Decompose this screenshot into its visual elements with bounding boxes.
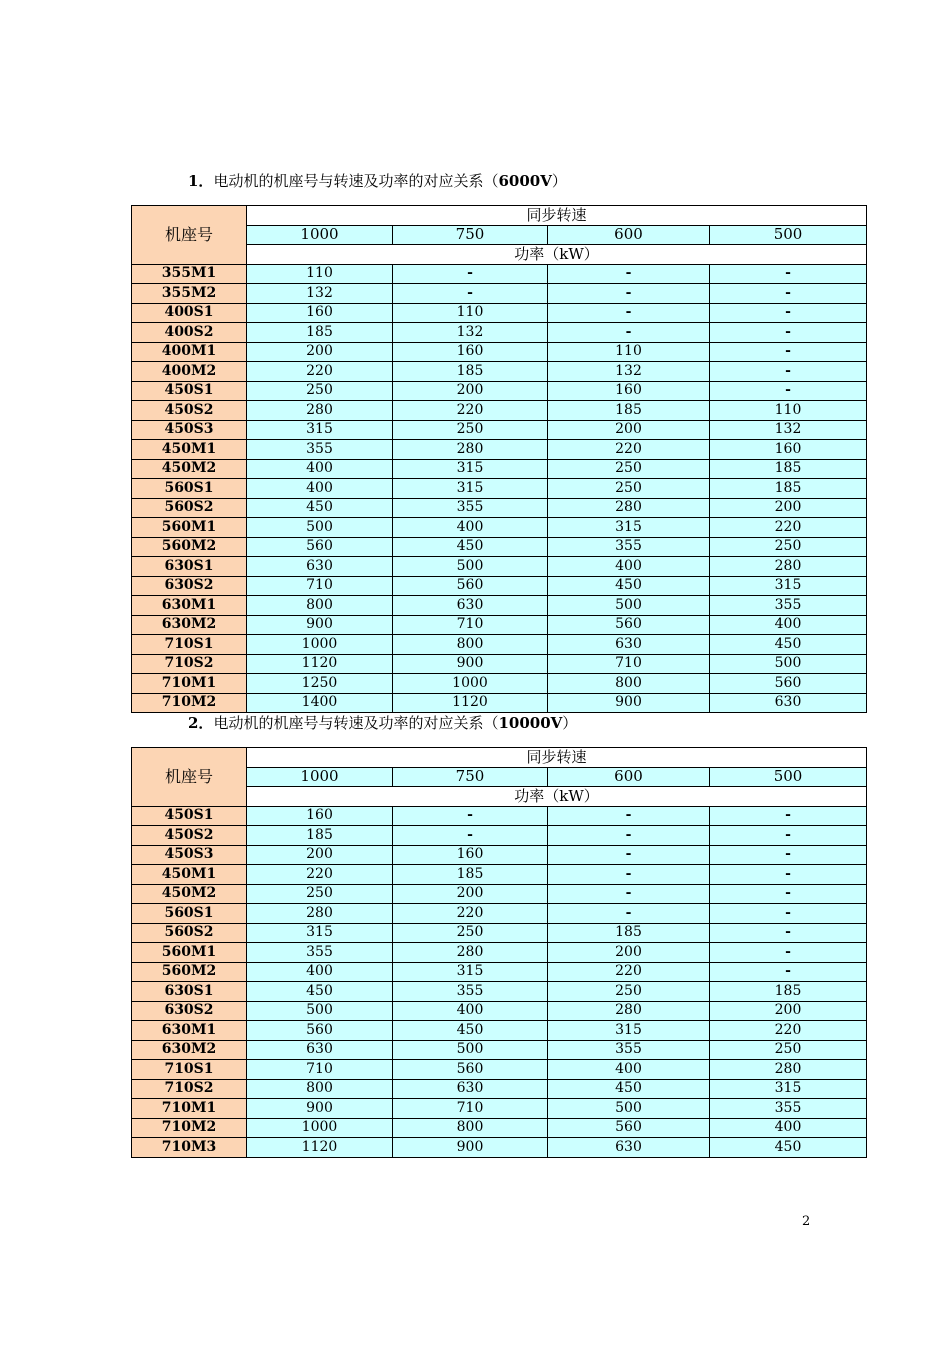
power-value-cell: 185: [710, 982, 867, 1002]
table-row: [132, 674, 867, 694]
frame-number-cell: 710S2: [132, 654, 247, 674]
power-value-cell: -: [548, 264, 710, 284]
frame-number-cell: 560S1: [132, 479, 247, 499]
frame-number-cell: 630S2: [132, 1001, 247, 1021]
power-value-cell: 355: [548, 1040, 710, 1060]
power-value-cell: 450: [710, 635, 867, 655]
power-value-cell: 560: [247, 537, 393, 557]
frame-number-cell: 710M2: [132, 1118, 247, 1138]
power-value-cell: 800: [247, 596, 393, 616]
power-value-cell: 400: [247, 479, 393, 499]
table-row: [132, 826, 867, 846]
frame-number-cell: 450S2: [132, 401, 247, 421]
power-value-cell: 250: [548, 982, 710, 1002]
power-value-cell: -: [710, 904, 867, 924]
table-row: [132, 1060, 867, 1080]
frame-number-cell: 710M1: [132, 1099, 247, 1119]
power-value-cell: 560: [247, 1021, 393, 1041]
power-value-cell: 132: [247, 284, 393, 304]
frame-number-cell: 450M2: [132, 459, 247, 479]
power-value-cell: 185: [710, 459, 867, 479]
table-row: [132, 1138, 867, 1158]
power-value-cell: 355: [247, 440, 393, 460]
speed-col-header: 1000: [247, 767, 393, 787]
power-value-cell: 630: [548, 1138, 710, 1158]
power-value-cell: 250: [548, 459, 710, 479]
frame-number-cell: 710M3: [132, 1138, 247, 1158]
table-row: [132, 1021, 867, 1041]
section-title-text: 电动机的机座号与转速及功率的对应关系（: [213, 172, 499, 190]
table-row: [132, 401, 867, 421]
speed-col-header: 750: [393, 225, 548, 245]
power-value-cell: 1000: [247, 1118, 393, 1138]
table-row: [132, 806, 867, 826]
frame-number-cell: 560M2: [132, 537, 247, 557]
table-row: [132, 982, 867, 1002]
motor-frame-table-10000v: [131, 747, 867, 1158]
power-value-cell: 400: [247, 962, 393, 982]
power-value-cell: -: [393, 806, 548, 826]
power-value-cell: 315: [393, 479, 548, 499]
sync-speed-header: 同步转速: [247, 206, 867, 226]
power-value-cell: 560: [548, 1118, 710, 1138]
frame-number-cell: 450S2: [132, 826, 247, 846]
power-value-cell: 900: [393, 1138, 548, 1158]
power-value-cell: 630: [393, 1079, 548, 1099]
power-value-cell: 710: [548, 654, 710, 674]
power-value-cell: -: [393, 284, 548, 304]
power-value-cell: -: [710, 865, 867, 885]
power-value-cell: 630: [247, 1040, 393, 1060]
frame-number-cell: 450M2: [132, 884, 247, 904]
power-value-cell: -: [548, 323, 710, 343]
power-value-cell: 800: [247, 1079, 393, 1099]
table-row: [132, 342, 867, 362]
frame-number-cell: 710S2: [132, 1079, 247, 1099]
power-value-cell: 450: [393, 537, 548, 557]
power-value-cell: 500: [247, 1001, 393, 1021]
power-value-cell: -: [710, 362, 867, 382]
power-value-cell: -: [710, 962, 867, 982]
section-title-close: ）: [551, 172, 567, 190]
power-value-cell: -: [548, 303, 710, 323]
power-value-cell: 200: [393, 381, 548, 401]
power-value-cell: 160: [247, 303, 393, 323]
table-row: [132, 615, 867, 635]
speed-col-header: 500: [710, 225, 867, 245]
power-value-cell: 315: [710, 576, 867, 596]
power-value-cell: 900: [548, 693, 710, 713]
power-value-cell: 400: [710, 615, 867, 635]
power-value-cell: 160: [247, 806, 393, 826]
power-value-cell: 160: [548, 381, 710, 401]
frame-number-cell: 630S1: [132, 982, 247, 1002]
power-value-cell: 160: [393, 845, 548, 865]
power-value-cell: 560: [393, 576, 548, 596]
power-value-cell: 500: [548, 596, 710, 616]
power-value-cell: 710: [393, 1099, 548, 1119]
power-value-cell: 185: [247, 826, 393, 846]
power-value-cell: 220: [393, 401, 548, 421]
section-title-close: ）: [562, 714, 578, 732]
frame-number-cell: 630S2: [132, 576, 247, 596]
table-row: [132, 693, 867, 713]
power-value-cell: 400: [393, 518, 548, 538]
power-value-cell: 355: [548, 537, 710, 557]
power-value-cell: 500: [710, 654, 867, 674]
frame-number-cell: 560S2: [132, 498, 247, 518]
power-value-cell: 110: [393, 303, 548, 323]
section-title-text: 电动机的机座号与转速及功率的对应关系（: [213, 714, 499, 732]
table-row: [132, 1001, 867, 1021]
power-value-cell: 630: [247, 557, 393, 577]
power-header: 功率（kW）: [247, 245, 867, 265]
power-value-cell: -: [548, 884, 710, 904]
power-value-cell: 500: [393, 557, 548, 577]
power-value-cell: 280: [247, 401, 393, 421]
power-value-cell: 355: [247, 943, 393, 963]
frame-number-cell: 630S1: [132, 557, 247, 577]
power-value-cell: -: [710, 342, 867, 362]
frame-number-cell: 400M1: [132, 342, 247, 362]
table-body: [132, 806, 867, 1157]
power-value-cell: -: [710, 264, 867, 284]
table-row: [132, 323, 867, 343]
power-value-cell: 900: [393, 654, 548, 674]
power-value-cell: 280: [247, 904, 393, 924]
table-row: [132, 865, 867, 885]
table-row: [132, 884, 867, 904]
table-row: [132, 518, 867, 538]
power-value-cell: 280: [393, 943, 548, 963]
power-value-cell: 250: [710, 537, 867, 557]
frame-number-cell: 450S1: [132, 806, 247, 826]
table-row: [132, 1079, 867, 1099]
power-value-cell: 280: [710, 557, 867, 577]
power-value-cell: 450: [548, 1079, 710, 1099]
power-value-cell: 200: [548, 420, 710, 440]
power-value-cell: 132: [710, 420, 867, 440]
speed-col-header: 600: [548, 225, 710, 245]
table-row: [132, 381, 867, 401]
section-title-voltage: 6000V: [498, 172, 552, 190]
power-value-cell: -: [548, 904, 710, 924]
power-value-cell: 132: [548, 362, 710, 382]
table-row: [132, 459, 867, 479]
frame-number-cell: 400M2: [132, 362, 247, 382]
power-value-cell: -: [710, 826, 867, 846]
power-value-cell: 220: [548, 962, 710, 982]
power-value-cell: 220: [247, 865, 393, 885]
power-value-cell: 160: [393, 342, 548, 362]
power-value-cell: 220: [710, 518, 867, 538]
table-row: [132, 362, 867, 382]
power-value-cell: 185: [548, 401, 710, 421]
power-value-cell: 800: [393, 1118, 548, 1138]
power-value-cell: -: [548, 826, 710, 846]
frame-number-cell: 710M1: [132, 674, 247, 694]
power-value-cell: 185: [548, 923, 710, 943]
power-value-cell: 800: [548, 674, 710, 694]
frame-number-header: 机座号: [132, 748, 247, 807]
power-value-cell: 710: [393, 615, 548, 635]
power-value-cell: 710: [247, 1060, 393, 1080]
section-number: 1．: [188, 172, 214, 190]
table-row: [132, 962, 867, 982]
power-value-cell: 315: [393, 962, 548, 982]
power-value-cell: 900: [247, 615, 393, 635]
frame-number-header: 机座号: [132, 206, 247, 265]
power-value-cell: 355: [393, 498, 548, 518]
power-value-cell: 110: [247, 264, 393, 284]
power-value-cell: -: [710, 923, 867, 943]
power-value-cell: 220: [247, 362, 393, 382]
frame-number-cell: 630M1: [132, 1021, 247, 1041]
table-row: [132, 904, 867, 924]
power-value-cell: 250: [393, 923, 548, 943]
frame-number-cell: 560M1: [132, 518, 247, 538]
power-value-cell: 450: [393, 1021, 548, 1041]
power-value-cell: 200: [247, 845, 393, 865]
section-title-voltage: 10000V: [498, 714, 563, 732]
frame-number-cell: 710S1: [132, 635, 247, 655]
power-value-cell: 315: [247, 923, 393, 943]
speed-col-header: 500: [710, 767, 867, 787]
power-value-cell: 800: [393, 635, 548, 655]
power-value-cell: 355: [710, 596, 867, 616]
table-row: [132, 498, 867, 518]
power-value-cell: 1120: [247, 1138, 393, 1158]
power-value-cell: 630: [393, 596, 548, 616]
power-value-cell: 710: [247, 576, 393, 596]
power-value-cell: 185: [393, 865, 548, 885]
power-value-cell: 450: [247, 982, 393, 1002]
power-value-cell: 185: [710, 479, 867, 499]
power-value-cell: 630: [710, 693, 867, 713]
power-value-cell: 900: [247, 1099, 393, 1119]
frame-number-cell: 560M1: [132, 943, 247, 963]
power-value-cell: 110: [548, 342, 710, 362]
table-row: [132, 845, 867, 865]
power-value-cell: 280: [393, 440, 548, 460]
power-value-cell: -: [393, 264, 548, 284]
frame-number-cell: 400S2: [132, 323, 247, 343]
power-value-cell: -: [548, 806, 710, 826]
speed-col-header: 600: [548, 767, 710, 787]
section-number: 2．: [188, 714, 214, 732]
power-value-cell: 280: [548, 1001, 710, 1021]
power-value-cell: -: [710, 323, 867, 343]
power-value-cell: 1120: [393, 693, 548, 713]
frame-number-cell: 450S1: [132, 381, 247, 401]
sync-speed-header: 同步转速: [247, 748, 867, 768]
power-value-cell: 315: [548, 1021, 710, 1041]
frame-number-cell: 630M1: [132, 596, 247, 616]
power-value-cell: 500: [548, 1099, 710, 1119]
power-value-cell: 630: [548, 635, 710, 655]
power-value-cell: 450: [247, 498, 393, 518]
motor-frame-table-6000v: [131, 205, 867, 713]
power-value-cell: 200: [710, 1001, 867, 1021]
page-number: 2: [802, 1214, 811, 1229]
power-value-cell: -: [710, 284, 867, 304]
power-value-cell: -: [548, 845, 710, 865]
power-value-cell: -: [548, 865, 710, 885]
power-value-cell: 315: [548, 518, 710, 538]
power-value-cell: 280: [548, 498, 710, 518]
section-title-10000v: [188, 713, 577, 733]
power-value-cell: 250: [247, 381, 393, 401]
power-value-cell: 1250: [247, 674, 393, 694]
frame-number-cell: 710S1: [132, 1060, 247, 1080]
power-value-cell: 500: [247, 518, 393, 538]
power-value-cell: 400: [548, 1060, 710, 1080]
frame-number-cell: 560M2: [132, 962, 247, 982]
power-value-cell: 250: [247, 884, 393, 904]
power-value-cell: 280: [710, 1060, 867, 1080]
power-value-cell: 160: [710, 440, 867, 460]
frame-number-cell: 400S1: [132, 303, 247, 323]
power-value-cell: 400: [710, 1118, 867, 1138]
power-value-cell: 250: [710, 1040, 867, 1060]
power-value-cell: 315: [710, 1079, 867, 1099]
table-row: [132, 1040, 867, 1060]
frame-number-cell: 560S2: [132, 923, 247, 943]
power-value-cell: 560: [710, 674, 867, 694]
frame-number-cell: 630M2: [132, 615, 247, 635]
power-value-cell: -: [710, 943, 867, 963]
power-value-cell: 315: [393, 459, 548, 479]
frame-number-cell: 450S3: [132, 420, 247, 440]
table-row: [132, 479, 867, 499]
table-row: [132, 264, 867, 284]
power-value-cell: 110: [710, 401, 867, 421]
frame-number-cell: 560S1: [132, 904, 247, 924]
power-value-cell: 450: [710, 1138, 867, 1158]
power-value-cell: 185: [247, 323, 393, 343]
power-value-cell: 400: [548, 557, 710, 577]
power-value-cell: 185: [393, 362, 548, 382]
power-value-cell: 132: [393, 323, 548, 343]
power-value-cell: 200: [247, 342, 393, 362]
section-title-6000v: [188, 171, 567, 191]
power-value-cell: 315: [247, 420, 393, 440]
power-value-cell: 400: [393, 1001, 548, 1021]
power-value-cell: 1120: [247, 654, 393, 674]
power-value-cell: 450: [548, 576, 710, 596]
power-value-cell: -: [710, 884, 867, 904]
table-row: [132, 303, 867, 323]
table-row: [132, 596, 867, 616]
table-row: [132, 1118, 867, 1138]
power-value-cell: 250: [393, 420, 548, 440]
frame-number-cell: 355M1: [132, 264, 247, 284]
table-row: [132, 420, 867, 440]
power-value-cell: 200: [710, 498, 867, 518]
speed-col-header: 750: [393, 767, 548, 787]
power-value-cell: 560: [393, 1060, 548, 1080]
power-value-cell: 500: [393, 1040, 548, 1060]
speed-col-header: 1000: [247, 225, 393, 245]
power-value-cell: 355: [710, 1099, 867, 1119]
power-value-cell: -: [393, 826, 548, 846]
power-value-cell: 220: [710, 1021, 867, 1041]
power-value-cell: -: [710, 381, 867, 401]
frame-number-cell: 630M2: [132, 1040, 247, 1060]
table-row: [132, 635, 867, 655]
power-value-cell: 1000: [393, 674, 548, 694]
power-value-cell: 400: [247, 459, 393, 479]
frame-number-cell: 710M2: [132, 693, 247, 713]
power-value-cell: -: [710, 845, 867, 865]
power-value-cell: 220: [548, 440, 710, 460]
power-value-cell: 220: [393, 904, 548, 924]
table-row: [132, 440, 867, 460]
power-value-cell: 560: [548, 615, 710, 635]
table-row: [132, 576, 867, 596]
power-value-cell: -: [548, 284, 710, 304]
power-value-cell: -: [710, 806, 867, 826]
frame-number-cell: 450M1: [132, 440, 247, 460]
power-value-cell: 250: [548, 479, 710, 499]
table-body: [132, 264, 867, 713]
power-header: 功率（kW）: [247, 787, 867, 807]
power-value-cell: 200: [393, 884, 548, 904]
table-row: [132, 537, 867, 557]
frame-number-cell: 450S3: [132, 845, 247, 865]
frame-number-cell: 355M2: [132, 284, 247, 304]
power-value-cell: 355: [393, 982, 548, 1002]
power-value-cell: 1400: [247, 693, 393, 713]
table-row: [132, 654, 867, 674]
table-row: [132, 923, 867, 943]
table-row: [132, 943, 867, 963]
table-row: [132, 284, 867, 304]
table-row: [132, 557, 867, 577]
frame-number-cell: 450M1: [132, 865, 247, 885]
power-value-cell: -: [710, 303, 867, 323]
power-value-cell: 1000: [247, 635, 393, 655]
table-row: [132, 1099, 867, 1119]
power-value-cell: 200: [548, 943, 710, 963]
